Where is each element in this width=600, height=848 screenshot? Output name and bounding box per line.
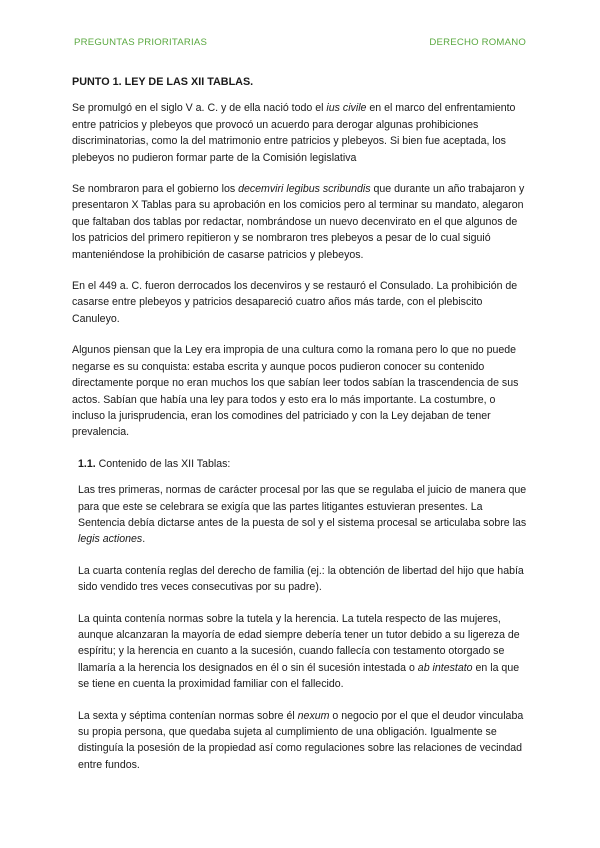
paragraph-7-text-b: en la que se tiene en cuenta la proximidad familiar con el fallecido. — [78, 661, 520, 691]
paragraph-1 — [72, 100, 530, 166]
section-title: PUNTO 1. LEY DE LAS XII TABLAS. — [72, 76, 254, 88]
paragraph-8-italic: nexum — [297, 709, 330, 722]
paragraph-2-italic: decemviri legibus scribundis — [238, 183, 371, 196]
paragraph-8-text-b: o negocio por el que el deudor vinculaba su propia persona, que quedaba sujeta al cumplimiento de una obligación. Igualmente se distinguía la posesión de la propiedad así como regulaciones sobre las relaciones de vecindad entre fundos. — [78, 709, 524, 771]
paragraph-7-text-a: La quinta contenía normas sobre la tutela y la herencia. La tutela respecto de las mujeres, aunque alcanzaran la mayoría de edad siempre debería tener un tutor debido a su ligereza de espíritu; y la herencia en cuanto a la sucesión, cuando fallecía con testamento otorgado se llamaría a la herencia los designados en él o sin él sucesión intestada o — [78, 612, 520, 674]
paragraph-2-text-a: Se nombraron para el gobierno los — [72, 183, 239, 196]
document-body — [72, 74, 530, 788]
paragraph-8 — [72, 708, 530, 774]
paragraph-6: La cuarta contenía reglas del derecho de familia (ej.: la obtención de libertad del hijo que había sido vendido tres veces consecutivas por su padre). — [78, 564, 524, 594]
paragraph-4: Algunos piensan que la Ley era impropia de una cultura como la romana pero lo que no puede negarse es su conquista: estaba escrita y aunque pocos pudieron conocer su contenido directamente porque no eran muchos los que sabían leer todos sabían la trascendencia de sus actos. Sabían que había una ley para todos y esto era lo más importante. La costumbre, o incluso la jurisprudencia, eran los comodines del patriciado y con la Ley dejaban de tener prevalencia. — [72, 344, 519, 439]
paragraph-2 — [72, 181, 530, 263]
paragraph-1-text-a: Se promulgó en el siglo V a. C. y de ella nació todo el — [72, 102, 327, 115]
paragraph-8-text-a: La sexta y séptima contenían normas sobre él — [78, 709, 298, 722]
subsection-title: Contenido de las XII Tablas: — [95, 457, 231, 470]
paragraph-7 — [72, 611, 530, 693]
paragraph-1-italic: ius civile — [326, 102, 367, 115]
paragraph-1-text-b: en el marco del enfrentamiento entre patricios y plebeyos que provocó un acuerdo para derogar algunas prohibiciones discriminatorias, como la del matrimonio entre patricios y plebeyos. Si bien fue aceptada, los plebeyos no pudieron formar parte de la Comisión legislativa — [72, 102, 516, 164]
paragraph-5-text-b: . — [142, 533, 146, 546]
paragraph-2-text-b: que durante un año trabajaron y presentaron X Tablas para su aprobación en los comicios pero al terminar su mandato, alegaron que faltaban dos tablas por redactar, nombrándose un nuevo decenvirato en el que algunos de los patricios del primero repitieron y se nombraron tres plebeyos a pesar de lo cual siguió manteniéndose la prohibición de casarse patricios y plebeyos. — [72, 183, 525, 261]
paragraph-5 — [72, 482, 530, 548]
paragraph-7-italic: ab intestato — [417, 661, 473, 674]
header-left: PREGUNTAS PRIORITARIAS — [74, 37, 208, 48]
subsection-number: 1.1. — [78, 457, 96, 470]
paragraph-5-text-a: Las tres primeras, normas de carácter procesal por las que se regulaba el juicio de manera que para que este se celebrara se exigía que las partes litigantes estuvieran presentes. La Sentencia debía dictarse antes de la puesta de sol y el sistema procesal se articulaba sobre las — [78, 484, 527, 529]
paragraph-3: En el 449 a. C. fueron derrocados los decenviros y se restauró el Consulado. La prohibición de casarse entre plebeyos y patricios desapareció cuatro años más tarde, con el plebiscito Canuleyo. — [72, 280, 518, 325]
header-right: DERECHO ROMANO — [429, 37, 526, 48]
paragraph-5-italic: legis actiones — [78, 533, 143, 546]
subsection-heading — [78, 456, 530, 472]
